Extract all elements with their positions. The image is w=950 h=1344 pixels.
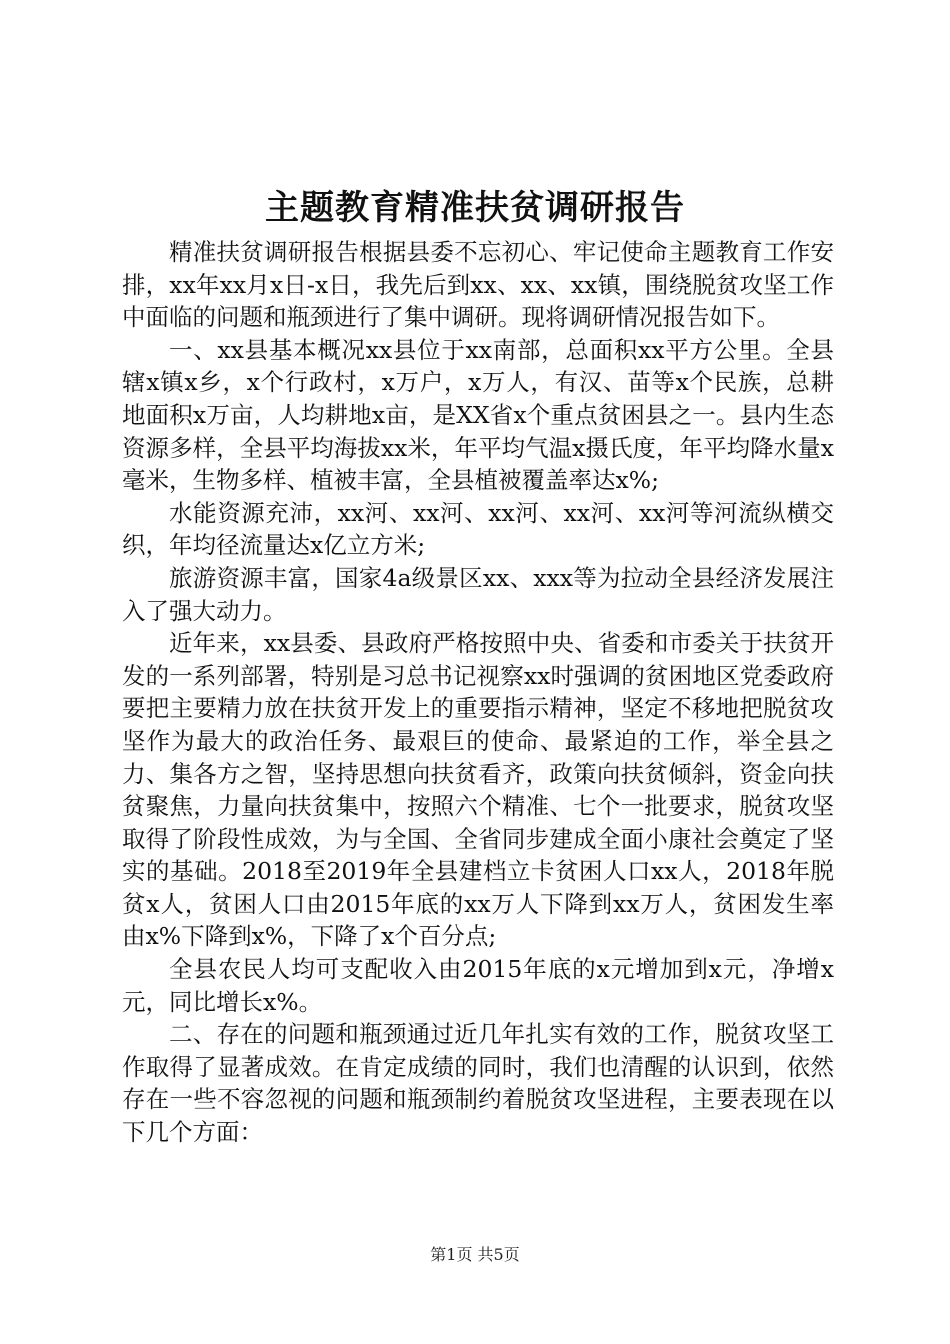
- paragraph-overview: 一、xx县基本概况xx县位于xx南部，总面积xx平方公里。全县辖x镇x乡，x个行政村，x万户，x万人，有汉、苗等x个民族，总耕地面积x万亩，人均耕地x亩，是XX省x个重点贫困县之一。县内生态资源多样，全县平均海拔xx米，年平均气温x摄氏度，年平均降水量x毫米，生物多样、植被丰富，全县植被覆盖率达x%;: [122, 335, 834, 495]
- paragraph-recent-progress: 近年来，xx县委、县政府严格按照中央、省委和市委关于扶贫开发的一系列部署，特别是习总书记视察xx时强调的贫困地区党委政府要把主要精力放在扶贫开发上的重要指示精神，坚定不移地把脱贫攻坚作为最大的政治任务、最艰巨的使命、最紧迫的工作，举全县之力、集各方之智，坚持思想向扶贫看齐，政策向扶贫倾斜，资金向扶贫聚焦，力量向扶贫集中，按照六个精准、七个一批要求，脱贫攻坚取得了阶段性成效，为与全国、全省同步建成全面小康社会奠定了坚实的基础。2018至2019年全县建档立卡贫困人口xx人，2018年脱贫x人，贫困人口由2015年底的xx万人下降到xx万人，贫困发生率由x%下降到x%，下降了x个百分点;: [122, 629, 834, 951]
- paragraph-intro: 精准扶贫调研报告根据县委不忘初心、牢记使命主题教育工作安排，xx年xx月x日-x日，我先后到xx、xx、xx镇，围绕脱贫攻坚工作中面临的问题和瓶颈进行了集中调研。现将调研情况报告如下。: [122, 238, 834, 332]
- paragraph-income: 全县农民人均可支配收入由2015年底的x元增加到x元，净增x元，同比增长x%。: [122, 955, 834, 1016]
- document-title: 主题教育精准扶贫调研报告: [265, 188, 685, 228]
- page-footer: 第1页 共5页: [430, 1245, 520, 1264]
- paragraph-problems: 二、存在的问题和瓶颈通过近几年扎实有效的工作，脱贫攻坚工作取得了显著成效。在肯定成绩的同时，我们也清醒的认识到，依然存在一些不容忽视的问题和瓶颈制约着脱贫攻坚进程，主要表现在以下几个方面：: [122, 1020, 834, 1147]
- document-body: [122, 236, 834, 1149]
- paragraph-tourism-resources: 旅游资源丰富，国家4a级景区xx、xxx等为拉动全县经济发展注入了强大动力。: [122, 563, 834, 625]
- paragraph-water-resources: 水能资源充沛，xx河、xx河、xx河、xx河、xx河等河流纵横交织，年均径流量达x亿立方米;: [122, 498, 834, 560]
